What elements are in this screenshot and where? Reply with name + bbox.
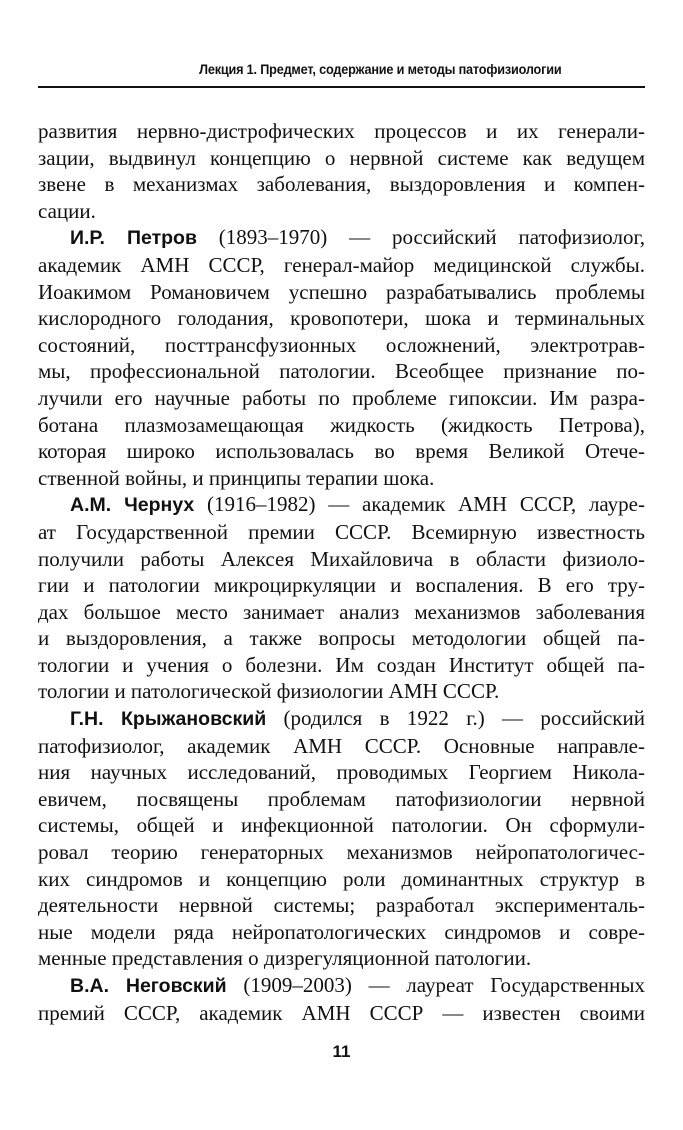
text-line: звене в механизмах заболевания, выздоровления и компен- — [38, 172, 645, 197]
text-line: развития нервно-дистрофических процессов и их генерали- — [38, 119, 645, 143]
text-fragment: (1893–1970) — российский патофизиолог, — [196, 225, 645, 250]
text-line — [38, 224, 645, 252]
page-number: 11 — [332, 1042, 351, 1061]
text-line: ния научных исследований, проводимых Георгием Никола- — [38, 760, 645, 785]
text-fragment: (родился в 1922 г.) — российский — [266, 706, 645, 731]
person-name: Г.Н. Крыжановский — [70, 708, 267, 731]
paragraph-petrov — [38, 224, 645, 491]
text-line: ровал теорию генераторных механизмов нейропатологичес- — [38, 840, 645, 865]
text-line: патофизиолог, академик АМН СССР. Основные направле- — [38, 733, 645, 758]
text-line: получили работы Алексея Михайловича в области физиоло- — [38, 546, 645, 571]
paragraph-continuation — [38, 118, 645, 224]
text-line: и выздоровления, а также вопросы методологии общей па- — [38, 626, 645, 651]
text-line: ких синдромов и концепцию роли доминантных структур в — [38, 866, 645, 891]
running-head-title: Лекция 1. Предмет, содержание и методы патофизиологии — [198, 62, 561, 77]
text-line: премий СССР, академик АМН СССР — известен своими — [38, 1000, 645, 1025]
text-line: зации, выдвинул концепцию о нервной системе как ведущем — [38, 145, 645, 170]
text-line: дах большое место занимает анализ механизмов заболевания — [38, 599, 645, 624]
paragraph-chernukh — [38, 491, 645, 705]
text-line: мы, профессиональной патологии. Всеобщее признание по- — [38, 359, 645, 384]
text-line: системы, общей и инфекционной патологии. Он сформули- — [38, 813, 645, 838]
text-line: ные модели ряда нейропатологических синдромов и совре- — [38, 919, 645, 944]
person-name: И.Р. Петров — [70, 227, 197, 250]
text-fragment: (1916–1982) — академик АМН СССР, лауре- — [194, 492, 645, 517]
running-head — [38, 60, 645, 90]
text-line: академик АМН СССР, генерал-майор медицинской службы. — [38, 252, 645, 277]
body-text — [38, 118, 645, 1026]
text-line — [38, 972, 645, 1000]
header-rule — [38, 86, 645, 88]
text-line: ботана плазмозамещающая жидкость (жидкость Петрова), — [38, 412, 645, 437]
text-line: ственной войны, и принципы терапии шока. — [38, 465, 435, 490]
text-line: деятельности нервной системы; разработал эксперименталь- — [38, 893, 645, 918]
paragraph-kryzhanovsky — [38, 705, 645, 972]
text-line: которая широко использовалась во время Великой Отече- — [38, 439, 645, 464]
text-line: тологии и учения о болезни. Им создан Институт общей па- — [38, 652, 645, 677]
text-line: евичем, посвящены проблемам патофизиологии нервной — [38, 786, 645, 811]
text-line: сации. — [38, 198, 96, 223]
text-line — [38, 705, 645, 733]
person-name: А.М. Чернух — [70, 494, 195, 517]
text-line: менные представления о дизрегуляционной патологии. — [38, 946, 532, 971]
paragraph-negovsky — [38, 972, 645, 1026]
text-line — [38, 491, 645, 519]
text-line: состояний, посттрансфузионных осложнений, электротрав- — [38, 332, 645, 357]
text-fragment: (1909–2003) — лауреат Государственных — [226, 973, 646, 997]
text-line: кислородного голодания, кровопотери, шока и терминальных — [38, 306, 645, 331]
text-line: гии и патологии микроциркуляции и воспаления. В его тру- — [38, 573, 645, 598]
text-line: ат Государственной премии СССР. Всемирную известность — [38, 519, 645, 544]
text-line: лучили его научные работы по проблеме гипоксии. Им разра- — [38, 385, 645, 410]
text-line: тологии и патологической физиологии АМН СССР. — [38, 679, 500, 704]
text-line: Иоакимом Романовичем успешно разрабатывались проблемы — [38, 279, 645, 304]
person-name: В.А. Неговский — [70, 975, 227, 997]
